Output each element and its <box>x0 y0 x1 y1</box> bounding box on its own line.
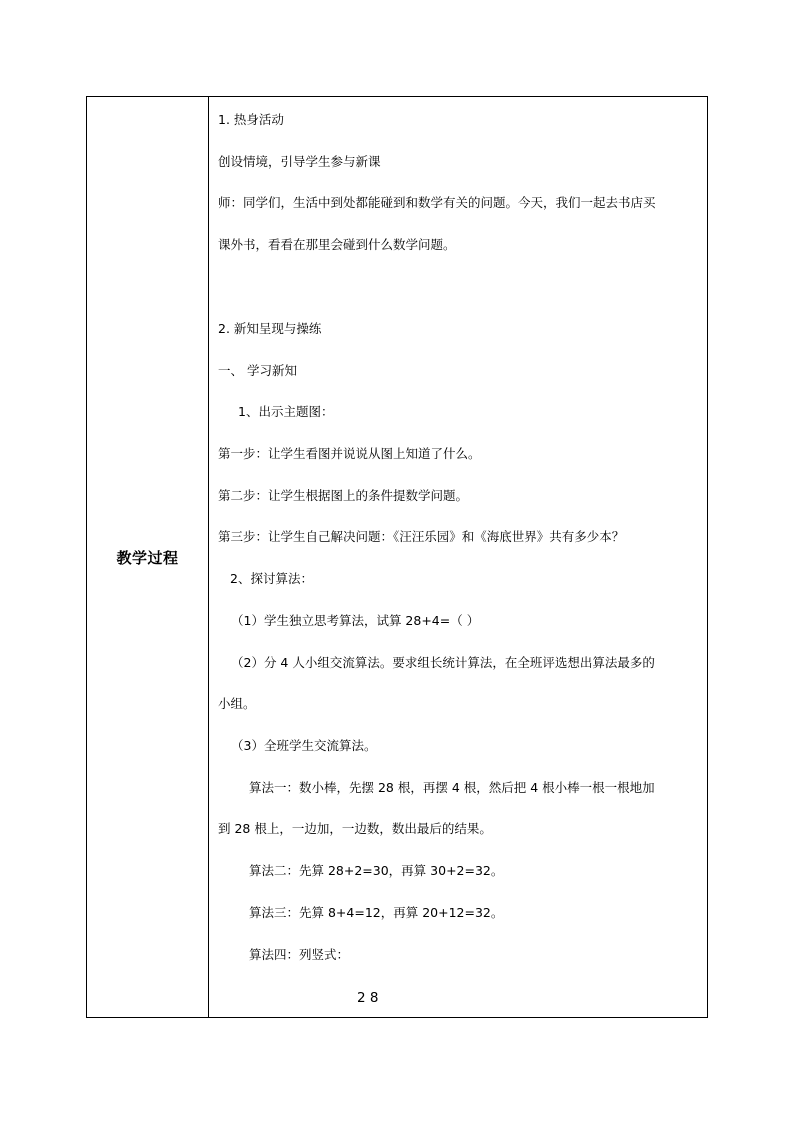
content-cell <box>209 97 707 1017</box>
text-line: （1）学生独立思考算法，试算 28+4=（ ） <box>231 613 480 628</box>
text-line: 1、出示主题图： <box>238 404 334 419</box>
text-line: 算法一：数小棒，先摆 28 根，再摆 4 根，然后把 4 根小棒一根一根地加 <box>249 780 655 795</box>
section-label: 教学过程 <box>116 548 179 567</box>
text-line: 算法二：先算 28+2=30，再算 30+2=32。 <box>249 863 504 878</box>
text-line: 算法三：先算 8+4=12，再算 20+12=32。 <box>249 905 504 920</box>
text-line: 第二步：让学生根据图上的条件提数学问题。 <box>218 488 469 503</box>
text-line: 小组。 <box>218 696 256 711</box>
text-line: 算法四：列竖式： <box>249 947 350 962</box>
text-line: 第三步：让学生自己解决问题：《汪汪乐园》和《海底世界》共有多少本？ <box>218 529 625 544</box>
text-line: 创设情境，引导学生参与新课 <box>218 154 381 169</box>
heading-new-knowledge: 2. 新知呈现与操练 <box>218 321 322 336</box>
vertical-calc-digits: 2 8 <box>357 990 379 1006</box>
text-line: 师：同学们，生活中到处都能碰到和数学有关的问题。今天，我们一起去书店买 <box>218 195 656 210</box>
text-line: 第一步：让学生看图并说说从图上知道了什么。 <box>218 446 481 461</box>
lesson-table <box>86 96 708 1018</box>
text-line: 到 28 根上，一边加，一边数，数出最后的结果。 <box>218 821 492 836</box>
text-line: （3）全班学生交流算法。 <box>231 738 377 753</box>
text-line: 2、探讨算法： <box>230 571 313 586</box>
text-line: （2）分 4 人小组交流算法。要求组长统计算法，在全班评选想出算法最多的 <box>231 655 655 670</box>
section-label-cell <box>87 97 208 1017</box>
text-line: 一、 学习新知 <box>218 363 297 378</box>
heading-warmup: 1. 热身活动 <box>218 112 284 127</box>
text-line: 课外书，看看在那里会碰到什么数学问题。 <box>218 237 456 252</box>
